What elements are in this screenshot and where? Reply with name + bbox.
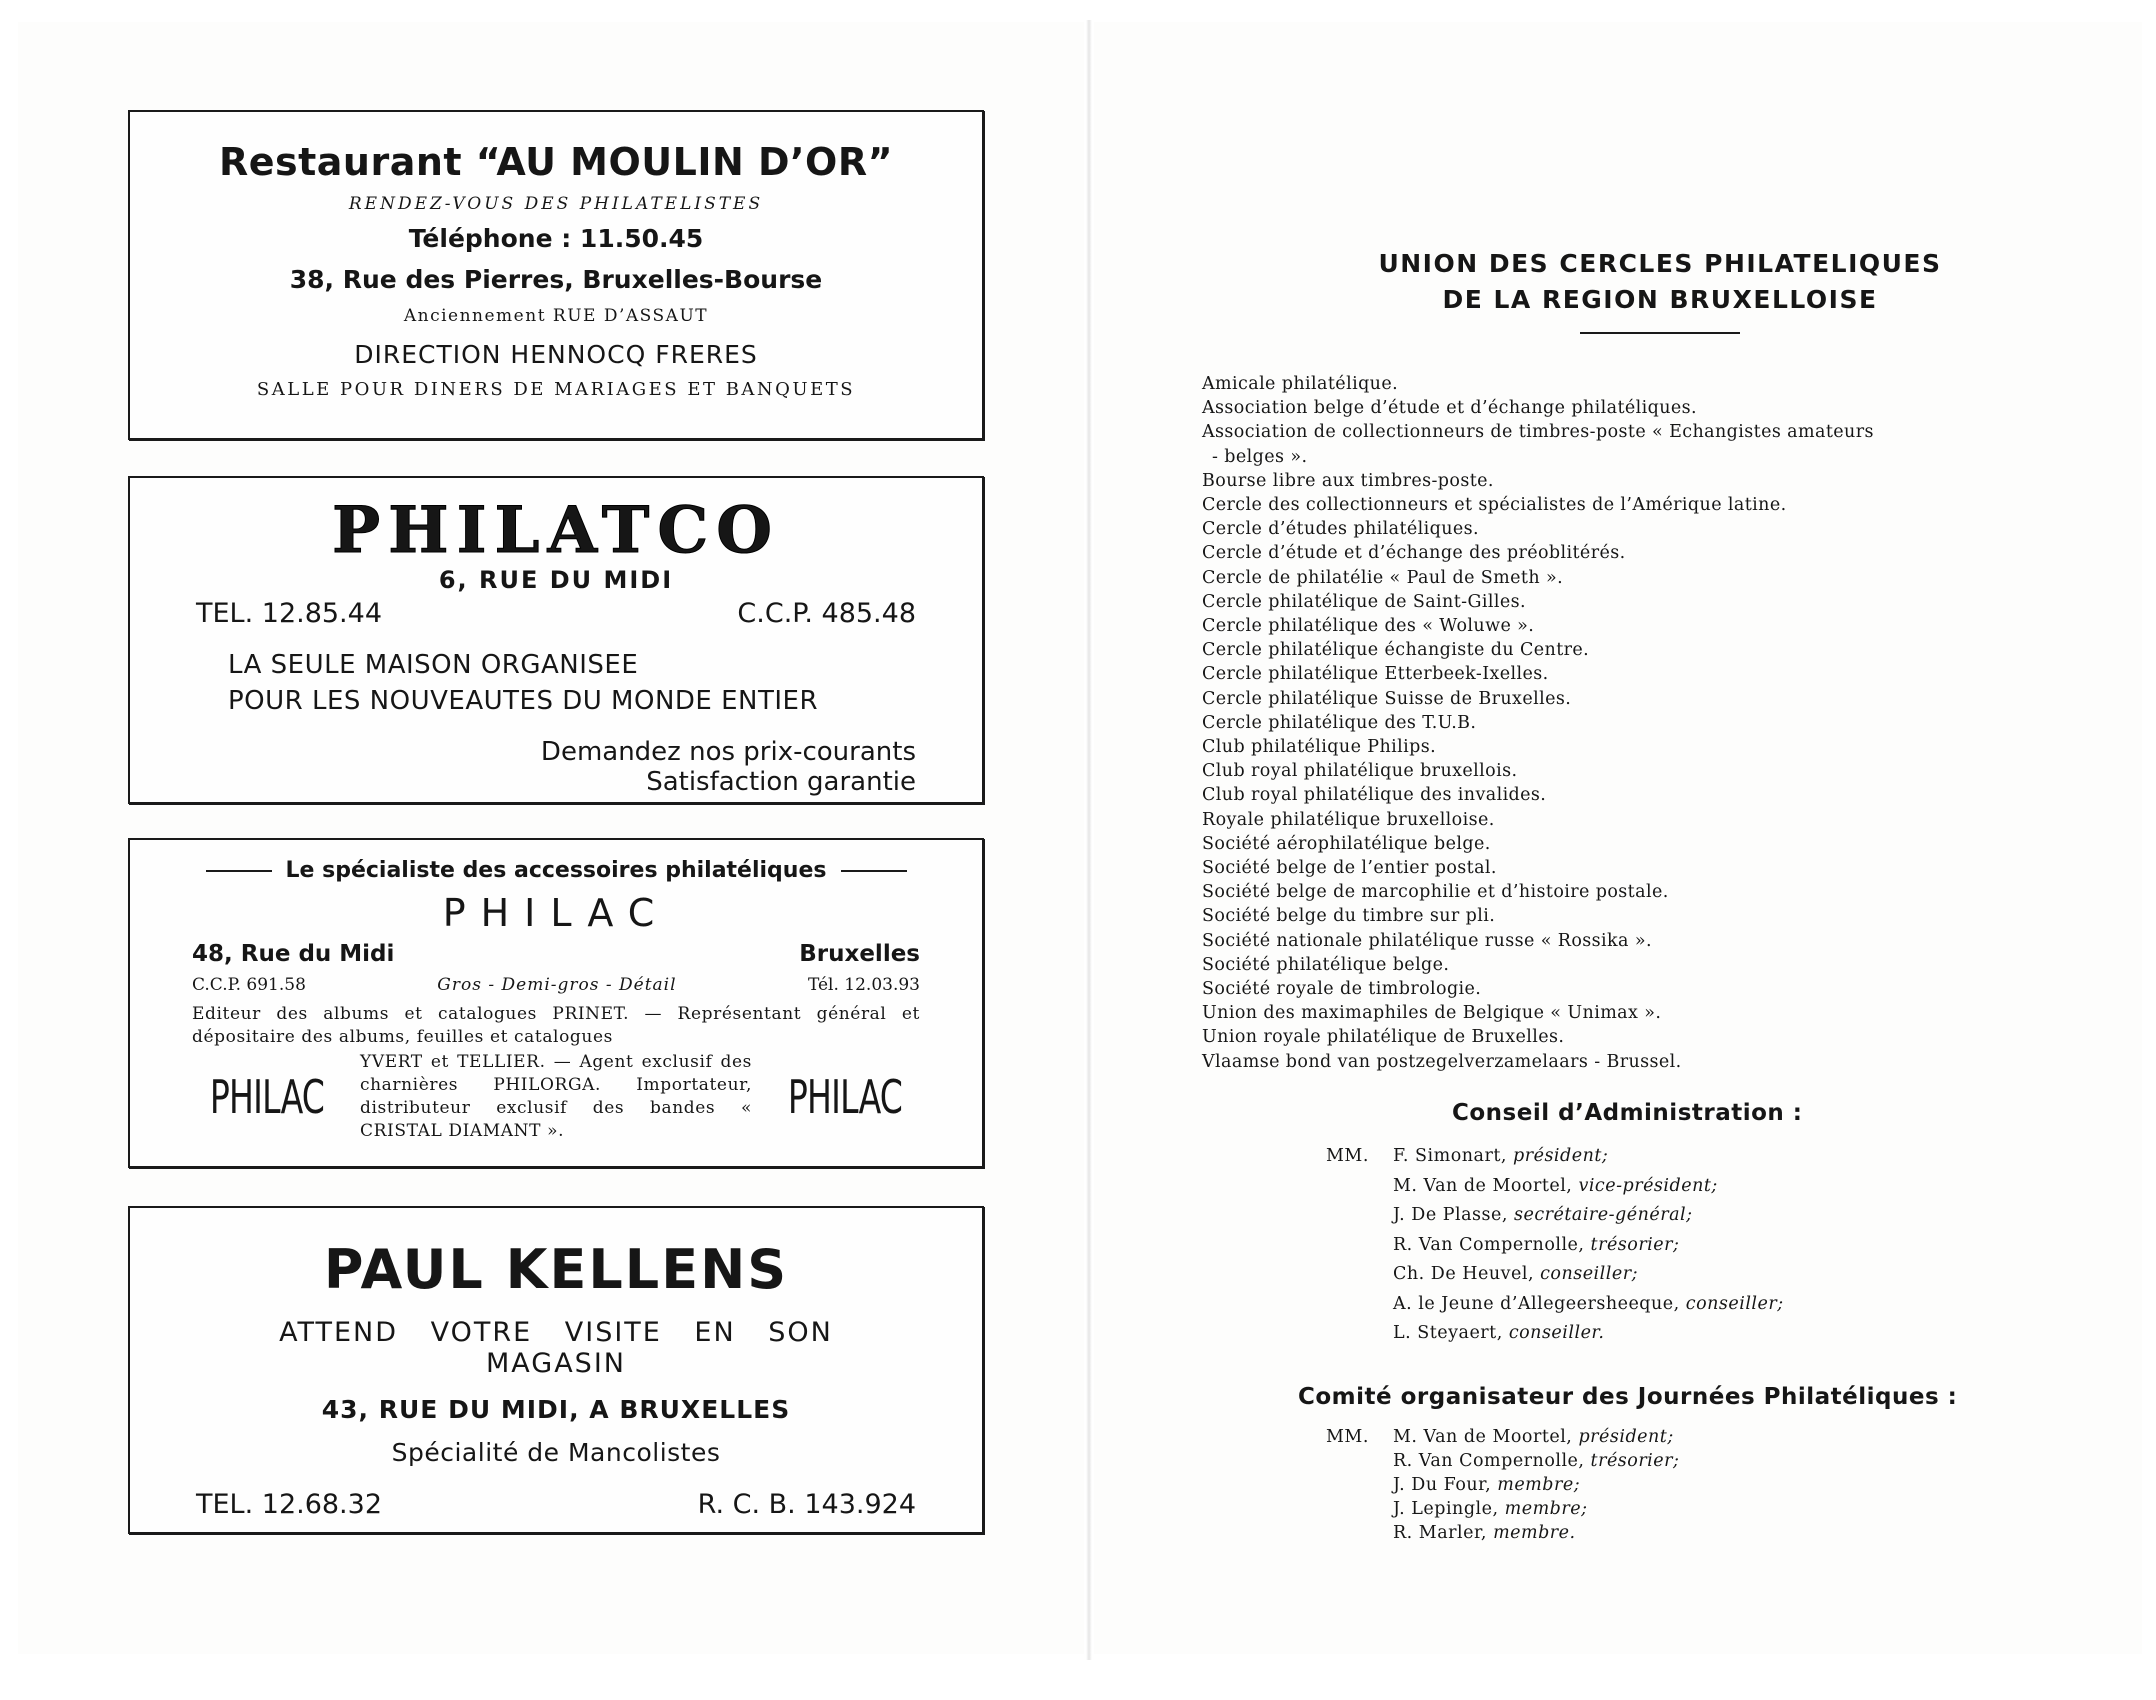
club-item: - belges ». bbox=[1212, 446, 1308, 467]
club-item: Cercle philatélique échangiste du Centre. bbox=[1202, 640, 1590, 661]
conseil-title: Conseil d’Administration : bbox=[1452, 1100, 1803, 1126]
board-member bbox=[1326, 1231, 1784, 1261]
ad-moulin-former-name: Anciennement RUE D’ASSAUT bbox=[403, 306, 709, 326]
ad-philatco-tel: TEL. 12.85.44 bbox=[196, 598, 382, 629]
ad-philac-side-logo: PHILAC bbox=[209, 1070, 325, 1124]
member-name: M. Van de Moortel, bbox=[1393, 1427, 1573, 1447]
union-title-line: UNION DES CERCLES PHILATELIQUES bbox=[1378, 249, 1942, 278]
ad-moulin-title: Restaurant “AU MOULIN D’OR” bbox=[218, 140, 894, 184]
member-name: L. Steyaert, bbox=[1393, 1323, 1503, 1343]
ad-moulin-salle: SALLE POUR DINERS DE MARIAGES ET BANQUETS bbox=[256, 379, 856, 400]
ad-philac-meta bbox=[192, 975, 920, 995]
club-item: Société belge de marcophilie et d’histoire postale. bbox=[1202, 882, 1669, 903]
ad-philac-trade: Gros - Demi-gros - Détail bbox=[437, 975, 677, 995]
club-item: Association belge d’étude et d’échange philatéliques. bbox=[1202, 398, 1698, 419]
club-item: Union des maximaphiles de Belgique « Unimax ». bbox=[1202, 1003, 1662, 1024]
club-item: Société nationale philatélique russe « Rossika ». bbox=[1202, 930, 1652, 951]
club-item: Société philatélique belge. bbox=[1202, 954, 1450, 975]
ad-philac-bottom bbox=[192, 1051, 920, 1143]
board-member bbox=[1326, 1172, 1784, 1202]
ad-philac-tel: Tél. 12.03.93 bbox=[807, 975, 920, 995]
member-role: membre; bbox=[1504, 1499, 1588, 1519]
ad-philac-body: Editeur des albums et catalogues PRINET. — Représentant général et dépositaire des albums, feuilles et catalogues bbox=[192, 1004, 920, 1047]
club-item: Union royale philatélique de Bruxelles. bbox=[1202, 1027, 1565, 1048]
member-role: conseiller. bbox=[1508, 1323, 1605, 1343]
ad-moulin-address: 38, Rue des Pierres, Bruxelles-Bourse bbox=[289, 265, 823, 294]
comite-list bbox=[1326, 1425, 1679, 1545]
title-underline bbox=[1580, 332, 1740, 334]
member-role: conseiller; bbox=[1540, 1264, 1638, 1284]
member-role: membre; bbox=[1497, 1475, 1581, 1495]
member-role: président; bbox=[1578, 1427, 1674, 1447]
club-item: Cercle des collectionneurs et spécialistes de l’Amérique latine. bbox=[1202, 495, 1787, 516]
ad-kellens-specialty: Spécialité de Mancolistes bbox=[391, 1438, 721, 1467]
member-name: R. Van Compernolle, bbox=[1393, 1451, 1585, 1471]
ad-philac-specialist-text: Le spécialiste des accessoires philatéliques bbox=[285, 858, 827, 883]
board-prefix: MM. bbox=[1326, 1146, 1369, 1166]
conseil-list bbox=[1326, 1142, 1784, 1349]
ad-philatco-ask-line: Satisfaction garantie bbox=[646, 767, 916, 797]
union-title-line: DE LA REGION BRUXELLOISE bbox=[1442, 285, 1878, 314]
ad-philatco bbox=[128, 476, 984, 804]
ad-philatco-street: 6, RUE DU MIDI bbox=[438, 566, 674, 594]
member-role: membre. bbox=[1493, 1523, 1576, 1543]
member-name: Ch. De Heuvel, bbox=[1393, 1264, 1535, 1284]
member-name: A. le Jeune d’Allegeersheeque, bbox=[1393, 1293, 1680, 1314]
club-item: Club philatélique Philips. bbox=[1202, 737, 1437, 758]
ad-kellens-visit: ATTEND VOTRE VISITE EN SON MAGASIN bbox=[279, 1317, 833, 1379]
club-item: Société belge du timbre sur pli. bbox=[1202, 906, 1496, 927]
member-role: secrétaire-général; bbox=[1514, 1205, 1693, 1225]
member-name: J. Lepingle, bbox=[1393, 1499, 1499, 1519]
club-item: Cercle philatélique Suisse de Bruxelles. bbox=[1202, 688, 1572, 709]
ad-philac-specialist bbox=[192, 858, 920, 883]
union-title bbox=[1210, 246, 2110, 334]
ad-moulin-phone: Téléphone : 11.50.45 bbox=[408, 224, 704, 253]
club-item: Cercle d’étude et d’échange des préoblitérés. bbox=[1202, 543, 1626, 564]
ad-philatco-ccp: C.C.P. 485.48 bbox=[737, 598, 916, 629]
board-member bbox=[1326, 1290, 1784, 1320]
ad-philac-brand: PHILAC bbox=[442, 891, 670, 935]
member-name: J. Du Four, bbox=[1393, 1475, 1492, 1495]
board-prefix: MM. bbox=[1326, 1427, 1369, 1447]
club-item: Cercle philatélique de Saint-Gilles. bbox=[1202, 591, 1526, 612]
member-name: M. Van de Moortel, bbox=[1393, 1175, 1573, 1196]
club-item: Société belge de l’entier postal. bbox=[1202, 858, 1497, 879]
ad-philatco-logo: PHILATCO bbox=[332, 493, 780, 568]
member-role: trésorier; bbox=[1590, 1451, 1680, 1471]
club-list bbox=[1202, 372, 2062, 1074]
club-item: Amicale philatélique. bbox=[1202, 374, 1399, 394]
club-item: Association de collectionneurs de timbres-poste « Echangistes amateurs bbox=[1202, 422, 1874, 443]
ad-philatco-ask-line: Demandez nos prix-courants bbox=[540, 737, 916, 767]
club-item: Société royale de timbrologie. bbox=[1202, 979, 1482, 1000]
club-item: Club royal philatélique des invalides. bbox=[1202, 785, 1547, 806]
ad-philatco-ask bbox=[196, 737, 916, 797]
ad-moulin-tagline: RENDEZ-VOUS DES PHILATELISTES bbox=[348, 194, 764, 214]
board-member bbox=[1326, 1319, 1784, 1349]
board-member bbox=[1326, 1449, 1679, 1473]
club-item: Cercle philatélique des T.U.B. bbox=[1202, 712, 1477, 733]
ad-philac bbox=[128, 838, 984, 1168]
member-name: F. Simonart, bbox=[1393, 1146, 1507, 1166]
club-item: Bourse libre aux timbres-poste. bbox=[1202, 470, 1494, 491]
ad-moulin-direction: DIRECTION HENNOCQ FRERES bbox=[354, 340, 758, 369]
ad-philac-city: Bruxelles bbox=[799, 941, 920, 967]
rule-line bbox=[206, 870, 272, 872]
ad-kellens-tel: TEL. 12.68.32 bbox=[196, 1489, 382, 1520]
club-item: Cercle philatélique Etterbeek-Ixelles. bbox=[1202, 664, 1549, 685]
board-member bbox=[1326, 1142, 1784, 1172]
club-item: Cercle philatélique des « Woluwe ». bbox=[1202, 616, 1535, 637]
ad-philatco-slogan-line: LA SEULE MAISON ORGANISEE bbox=[228, 650, 639, 680]
member-name: R. Van Compernolle, bbox=[1393, 1234, 1585, 1255]
board-member bbox=[1326, 1473, 1679, 1497]
club-item: Cercle de philatélie « Paul de Smeth ». bbox=[1202, 567, 1564, 588]
board-member bbox=[1326, 1521, 1679, 1545]
ad-kellens-name: PAUL KELLENS bbox=[323, 1238, 789, 1301]
club-item: Cercle d’études philatéliques. bbox=[1202, 519, 1480, 540]
page-fold bbox=[1086, 20, 1092, 1660]
board-member bbox=[1326, 1497, 1679, 1521]
board-member bbox=[1326, 1201, 1784, 1231]
club-item: Royale philatélique bruxelloise. bbox=[1202, 809, 1495, 830]
member-role: président; bbox=[1513, 1146, 1609, 1166]
member-name: R. Marler, bbox=[1393, 1523, 1487, 1543]
club-item: Société aérophilatélique belge. bbox=[1202, 833, 1491, 854]
ad-philac-address-row bbox=[192, 941, 920, 967]
member-role: trésorier; bbox=[1590, 1234, 1680, 1255]
ad-philac-address: 48, Rue du Midi bbox=[192, 941, 395, 967]
comite-title: Comité organisateur des Journées Philatéliques : bbox=[1298, 1384, 1958, 1410]
ad-philatco-contact bbox=[196, 598, 916, 629]
ad-philatco-slogan bbox=[196, 647, 916, 719]
member-role: conseiller; bbox=[1685, 1293, 1784, 1314]
ad-kellens bbox=[128, 1206, 984, 1534]
ad-kellens-contact bbox=[196, 1489, 916, 1520]
club-item: Vlaamse bond van postzegelverzamelaars - Brussel. bbox=[1202, 1051, 1682, 1072]
member-name: J. De Plasse, bbox=[1393, 1205, 1508, 1225]
ad-philatco-slogan-line: POUR LES NOUVEAUTES DU MONDE ENTIER bbox=[228, 686, 819, 716]
ad-moulin-dor bbox=[128, 110, 984, 440]
ad-philac-side-logo: PHILAC bbox=[787, 1070, 903, 1124]
board-member bbox=[1326, 1260, 1784, 1290]
rule-line bbox=[841, 870, 907, 872]
member-role: vice-président; bbox=[1578, 1175, 1718, 1196]
ad-kellens-street: 43, RUE DU MIDI, A BRUXELLES bbox=[321, 1395, 791, 1424]
board-member bbox=[1326, 1425, 1679, 1449]
ad-philac-ccp: C.C.P. 691.58 bbox=[192, 975, 306, 995]
ad-philac-body-cont: YVERT et TELLIER. — Agent exclusif des charnières PHILORGA. Importateur, distributeur exclusif des bandes « CRISTAL DIAMANT ». bbox=[360, 1052, 752, 1141]
ad-kellens-rcb: R. C. B. 143.924 bbox=[697, 1489, 916, 1520]
club-item: Club royal philatélique bruxellois. bbox=[1202, 761, 1518, 782]
